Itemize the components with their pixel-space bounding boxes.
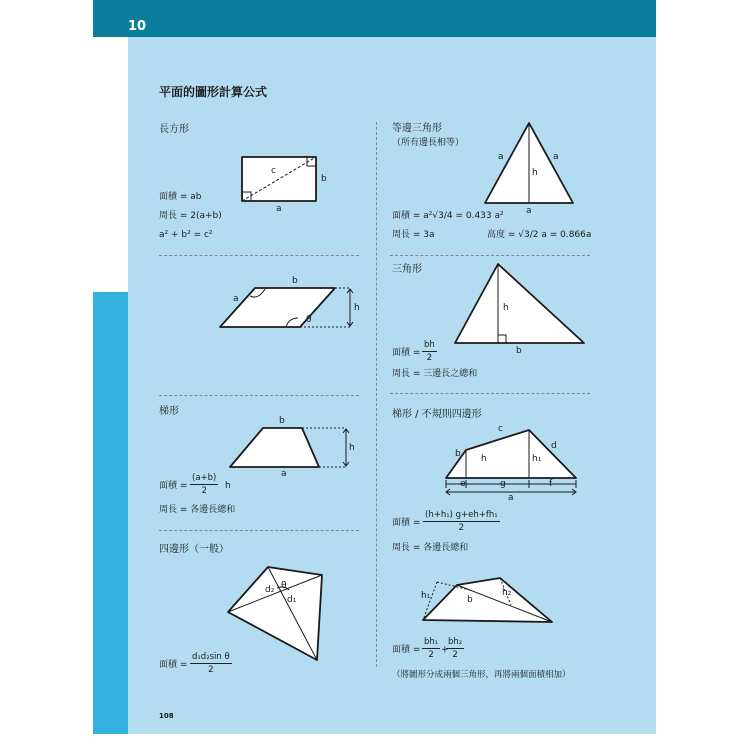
split-label-b: b	[467, 595, 473, 605]
trapezoid-shape	[230, 428, 319, 467]
irregular-label-h: h	[481, 454, 487, 464]
rectangle-label-a: a	[276, 204, 282, 214]
trapezoid-area-prefix: 面積 =	[159, 481, 188, 491]
irregular-label-a: a	[508, 493, 514, 503]
irregular-label-h1: h₁	[532, 454, 542, 464]
irregular-area-denominator: 2	[458, 522, 465, 533]
split-note: （將圖形分成兩個三角形，再將兩個面積相加）	[392, 670, 571, 680]
trapezoid-area-suffix: h	[225, 481, 231, 491]
split-fraction-1-numerator: bh₁	[424, 637, 439, 647]
irregular-area-fraction	[423, 511, 500, 532]
split-fraction-2-numerator: bh₂	[448, 637, 463, 647]
split-label-h1: h₁	[421, 591, 431, 601]
irregular-area-prefix: 面積 =	[392, 518, 421, 528]
irregular-label-g: g	[500, 479, 506, 489]
quadrilateral-area-denominator: 2	[208, 664, 214, 675]
split-area-prefix: 面積 =	[392, 645, 421, 655]
trapezoid-label-b: b	[279, 416, 285, 426]
split-plus: +	[441, 645, 449, 655]
equilateral-perimeter: 周長 = 3a	[392, 230, 435, 240]
rectangle-label-c: c	[271, 166, 276, 176]
triangle-perimeter: 周長 = 三邊長之總和	[392, 369, 478, 379]
split-quadrilateral-shape	[423, 578, 552, 622]
quadrilateral-label-d1: d₁	[287, 595, 297, 605]
split-area-fraction-1	[422, 638, 440, 659]
trapezoid-area-denominator: 2	[201, 485, 207, 496]
irregular-label-e: e	[460, 479, 466, 489]
trapezoid-label-a: a	[281, 469, 287, 479]
triangle-area-fraction	[422, 341, 437, 362]
equilateral-note: （所有邊長相等）	[392, 138, 465, 148]
triangle-shape	[455, 264, 584, 343]
triangle-label-b: b	[516, 346, 522, 356]
parallelogram-label-theta: θ	[306, 315, 312, 325]
equilateral-height: 高度 = √3/2 a = 0.866a	[487, 230, 592, 240]
rectangle-heading: 長方形	[159, 124, 189, 135]
split-fraction-2-denominator: 2	[452, 649, 458, 660]
parallelogram-label-b: b	[292, 276, 298, 286]
page-title: 平面的圖形計算公式	[159, 85, 268, 99]
trapezoid-perimeter: 周長 = 各邊長總和	[159, 505, 236, 515]
split-fraction-1-denominator: 2	[428, 649, 434, 660]
trapezoid-area-numerator: (a+b)	[192, 473, 217, 483]
quadrilateral-area-prefix: 面積 =	[159, 660, 188, 670]
equilateral-label-a-left: a	[498, 152, 504, 162]
irregular-perimeter: 周長 = 各邊長總和	[392, 543, 469, 553]
parallelogram-label-a: a	[233, 294, 239, 304]
triangle-heading: 三角形	[392, 264, 422, 275]
rectangle-pythagorean: a² + b² = c²	[159, 230, 213, 240]
quadrilateral-label-d2: d₂	[265, 585, 275, 595]
parallelogram-label-h: h	[354, 303, 360, 313]
irregular-heading: 梯形 / 不規則四邊形	[392, 409, 482, 420]
trapezoid-area-fraction	[190, 474, 218, 495]
irregular-label-d: d	[551, 441, 557, 451]
equilateral-label-a-right: a	[553, 152, 559, 162]
trapezoid-label-h: h	[349, 443, 355, 453]
quadrilateral-heading: 四邊形（一般）	[159, 544, 229, 555]
irregular-label-f: f	[549, 479, 553, 489]
irregular-label-b: b	[455, 449, 461, 459]
irregular-area-numerator: (h+h₁) g+eh+fh₁	[425, 510, 498, 520]
triangle-label-h: h	[503, 303, 509, 313]
equilateral-label-a-bottom: a	[526, 206, 532, 216]
irregular-label-c: c	[498, 424, 503, 434]
page-number: 108	[159, 712, 174, 720]
triangle-area-prefix: 面積 =	[392, 348, 421, 358]
split-label-h2: h₂	[502, 588, 512, 598]
equilateral-heading: 等邊三角形	[392, 123, 442, 134]
rectangle-area: 面積 = ab	[159, 192, 202, 202]
trapezoid-heading: 梯形	[159, 406, 179, 417]
quadrilateral-label-theta: θ	[281, 581, 287, 591]
quadrilateral-area-fraction	[190, 653, 232, 674]
equilateral-label-h: h	[532, 168, 538, 178]
chapter-number: 10	[128, 19, 147, 34]
split-area-fraction-2	[446, 638, 464, 659]
triangle-area-denominator: 2	[426, 352, 433, 363]
rectangle-perimeter: 周長 = 2(a+b)	[159, 211, 222, 221]
rectangle-label-b: b	[321, 174, 327, 184]
triangle-area-numerator: bh	[424, 340, 435, 350]
quadrilateral-area-numerator: d₁d₂sin θ	[192, 652, 230, 662]
equilateral-area: 面積 = a²√3/4 = 0.433 a²	[392, 211, 504, 221]
